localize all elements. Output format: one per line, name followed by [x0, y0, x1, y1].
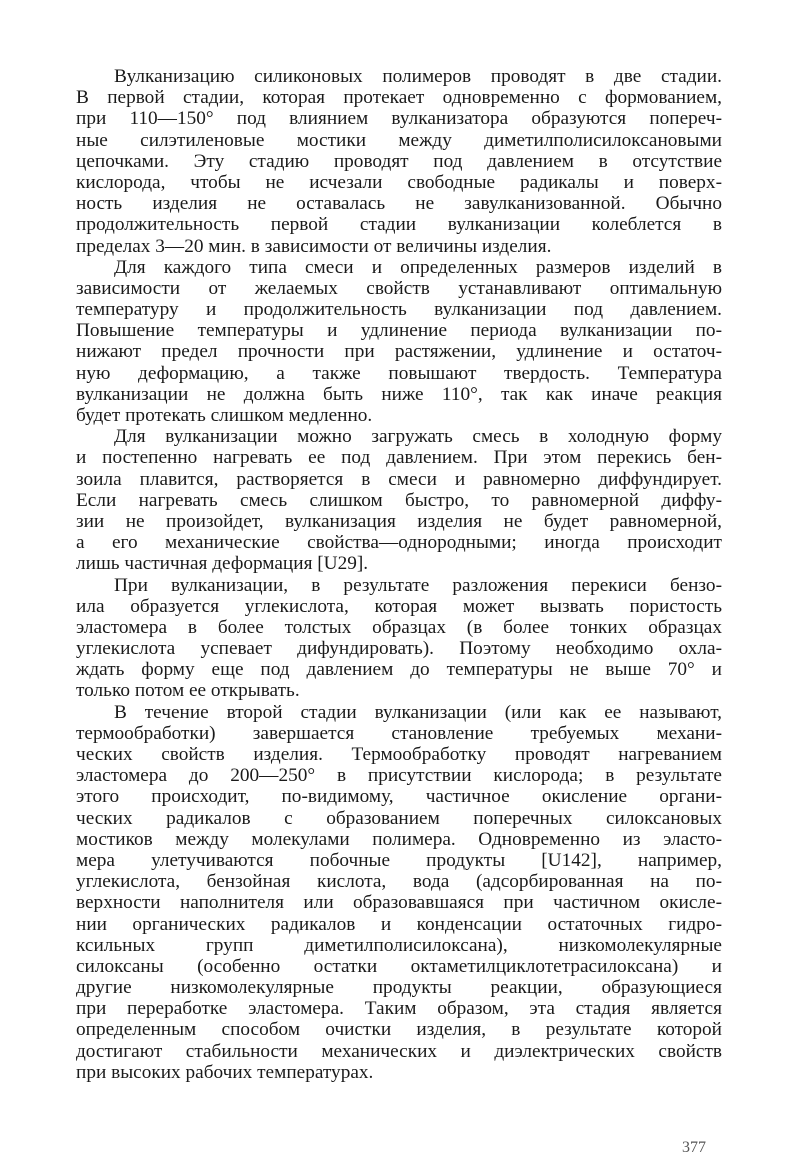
text-line: будет протекать слишком медленно.	[76, 405, 373, 426]
text-line: мера улетучиваются побочные продукты [U142], например,	[76, 849, 722, 871]
paragraph	[76, 257, 722, 427]
paragraph	[76, 66, 722, 257]
text-line: углекислота успевает дифундировать). Поэтому необходимо охла-	[76, 638, 722, 660]
text-line: этого происходит, по-видимому, частичное окисление органи-	[76, 786, 722, 808]
text-line: цепочками. Эту стадию проводят под давлением в отсутствие	[76, 150, 722, 172]
text-line: При вулканизации, в результате разложения перекиси бензо-	[114, 574, 722, 596]
text-line: ческих радикалов с образованием поперечных силоксановых	[76, 807, 722, 829]
text-line: Вулканизацию силиконовых полимеров проводят в две стадии.	[114, 66, 722, 87]
text-line: углекислота, бензойная кислота, вода (адсорбированная на по-	[76, 871, 722, 893]
text-line: при переработке эластомера. Таким образом, эта стадия является	[76, 998, 722, 1020]
text-line: зоила плавится, растворяется в смеси и равномерно диффундирует.	[76, 468, 722, 490]
text-line: верхности наполнителя или образовавшаяся при частичном окисле-	[76, 892, 722, 914]
text-line: пределах 3—20 мин. в зависимости от величины изделия.	[76, 235, 552, 257]
text-line: ила образуется углекислота, которая может вызвать пористость	[76, 595, 722, 617]
text-line: Если нагревать смесь слишком быстро, то равномерной диффу-	[76, 489, 722, 511]
text-line: другие низкомолекулярные продукты реакции, образующиеся	[76, 977, 722, 999]
text-line: силоксаны (особенно остатки октаметилциклотетрасилоксана) и	[76, 955, 722, 977]
text-line: достигают стабильности механических и диэлектрических свойств	[76, 1040, 722, 1062]
text-line: зии не произойдет, вулканизация изделия не будет равномерной,	[76, 510, 722, 532]
text-line: Для каждого типа смеси и определенных размеров изделий в	[114, 256, 722, 278]
text-line: при высоких рабочих температурах.	[76, 1061, 374, 1083]
text-line: а его механические свойства—однородными; иногда происходит	[76, 532, 722, 554]
text-line: эластомера до 200—250° в присутствии кислорода; в результате	[76, 765, 722, 787]
text-line: и постепенно нагревать ее под давлением. При этом перекись бен-	[76, 447, 722, 469]
page-number: 377	[682, 1139, 706, 1156]
paragraph	[76, 426, 722, 574]
text-line: ческих свойств изделия. Термообработку проводят нагреванием	[76, 744, 722, 765]
text-line: В течение второй стадии вулканизации (или как ее называют,	[114, 701, 722, 723]
text-line: определенным способом очистки изделия, в результате которой	[76, 1019, 722, 1041]
text-line: зависимости от желаемых свойств устанавливают оптимальную	[76, 277, 722, 299]
text-line: Повышение температуры и удлинение периода вулканизации по-	[76, 320, 722, 342]
text-line: В первой стадии, которая протекает одновременно с формованием,	[76, 87, 722, 109]
text-line: ные силэтиленовые мостики между диметилполисилоксановыми	[76, 129, 722, 151]
text-container	[76, 66, 722, 1083]
text-line: температуру и продолжительность вулканизации под давлением.	[76, 299, 722, 321]
text-line: термообработки) завершается становление требуемых механи-	[76, 722, 722, 744]
text-line: эластомера в более толстых образцах (в более тонких образцах	[76, 616, 722, 638]
page-body	[76, 66, 722, 1083]
text-line: мостиков между молекулами полимера. Одновременно из эласто-	[76, 828, 722, 850]
text-line: Для вулканизации можно загружать смесь в холодную форму	[114, 426, 722, 448]
paragraph	[76, 575, 722, 702]
text-line: кислорода, чтобы не исчезали свободные радикалы и поверх-	[76, 171, 722, 193]
text-line: нии органических радикалов и конденсации остаточных гидро-	[76, 913, 722, 935]
text-line: нижают предел прочности при растяжении, удлинение и остаточ-	[76, 341, 722, 363]
text-line: ксильных групп диметилполисилоксана), низкомолекулярные	[76, 934, 722, 956]
text-line: ность изделия не оставалась не завулканизованной. Обычно	[76, 193, 722, 215]
text-line: вулканизации не должна быть ниже 110°, так как иначе реакция	[76, 383, 722, 405]
text-line: только потом ее открывать.	[76, 680, 300, 702]
text-line: ную деформацию, а также повышают твердость. Температура	[76, 362, 722, 384]
paragraph	[76, 702, 722, 1083]
text-line: при 110—150° под влиянием вулканизатора образуются попереч-	[76, 108, 722, 130]
text-line: лишь частичная деформация [U29].	[76, 553, 369, 575]
text-line: ждать форму еще под давлением до температуры не выше 70° и	[76, 659, 722, 681]
text-line: продолжительность первой стадии вулканизации колеблется в	[76, 214, 722, 236]
